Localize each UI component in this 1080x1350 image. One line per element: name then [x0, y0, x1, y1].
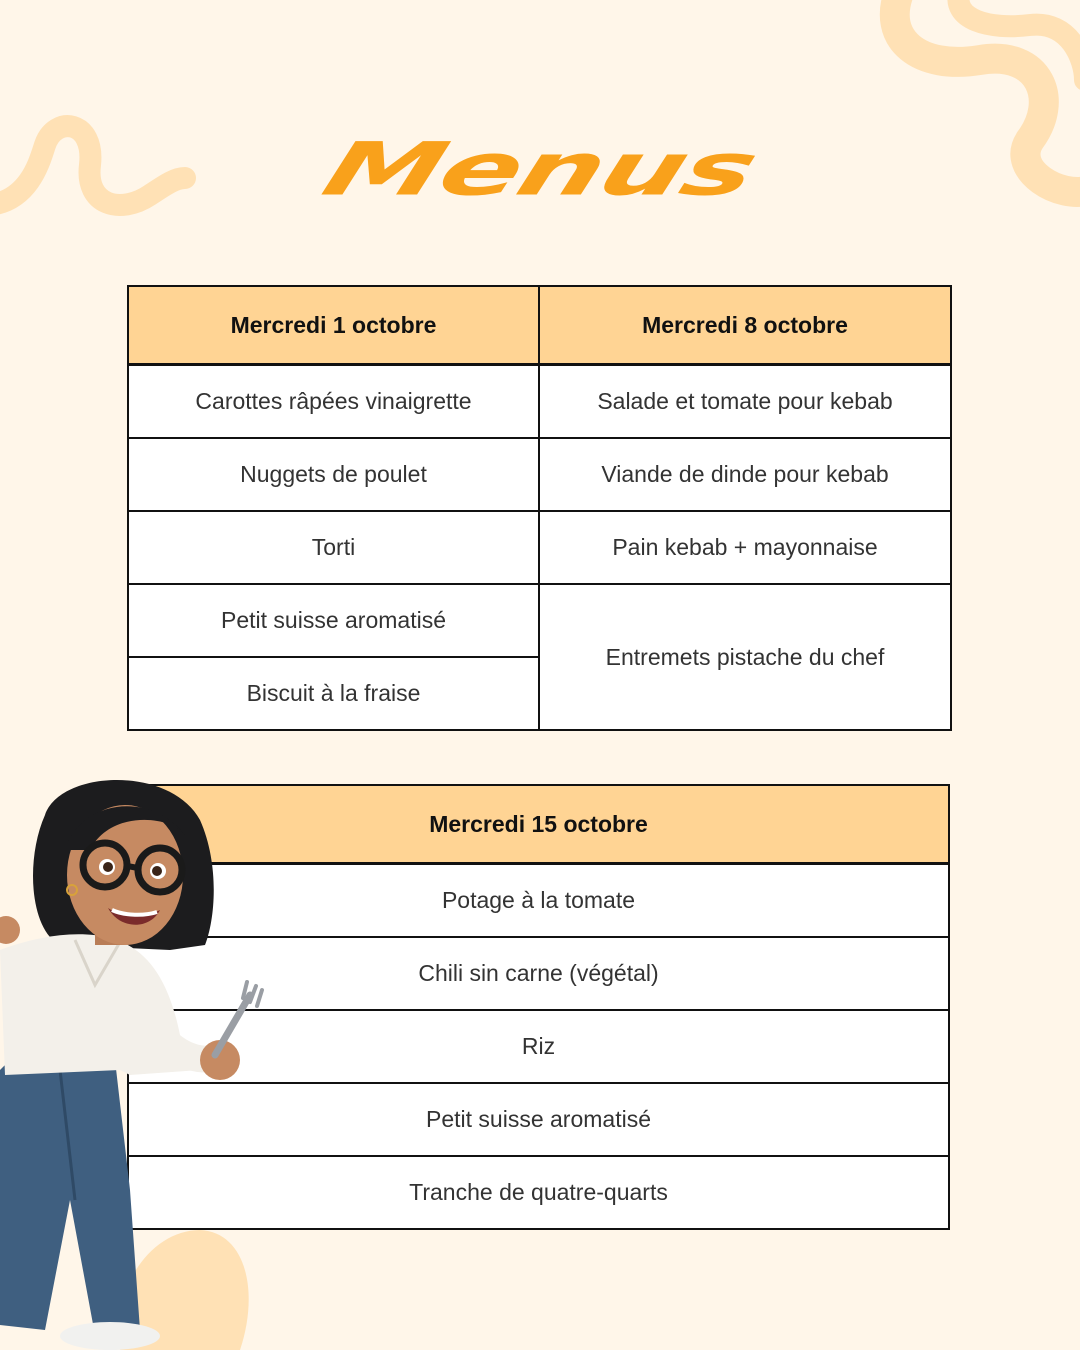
day-header: Mercredi 1 octobre [128, 286, 539, 365]
menu-item: Pain kebab + mayonnaise [539, 511, 951, 584]
menu-item: Carottes râpées vinaigrette [128, 365, 539, 439]
menu-item: Riz [128, 1010, 949, 1083]
woman-with-fork-illustration [0, 770, 270, 1350]
day-header: Mercredi 15 octobre [128, 785, 949, 864]
table-header-row [128, 286, 951, 365]
menu-item: Torti [128, 511, 539, 584]
menu-item: Chili sin carne (végétal) [128, 937, 949, 1010]
table-row [128, 584, 951, 657]
menu-item: Biscuit à la fraise [128, 657, 539, 730]
menu-item: Viande de dinde pour kebab [539, 438, 951, 511]
menu-item: Potage à la tomate [128, 864, 949, 938]
menu-item: Petit suisse aromatisé [128, 584, 539, 657]
menu-item: Nuggets de poulet [128, 438, 539, 511]
menu-item: Tranche de quatre-quarts [128, 1156, 949, 1229]
menu-table-weeks [127, 285, 952, 731]
table-row [128, 438, 951, 511]
menu-item: Petit suisse aromatisé [128, 1083, 949, 1156]
day-header: Mercredi 8 octobre [539, 286, 951, 365]
page-title: Menus [313, 126, 767, 212]
table-row [128, 365, 951, 439]
menu-item: Salade et tomate pour kebab [539, 365, 951, 439]
table-row [128, 511, 951, 584]
menu-item: Entremets pistache du chef [539, 584, 951, 730]
